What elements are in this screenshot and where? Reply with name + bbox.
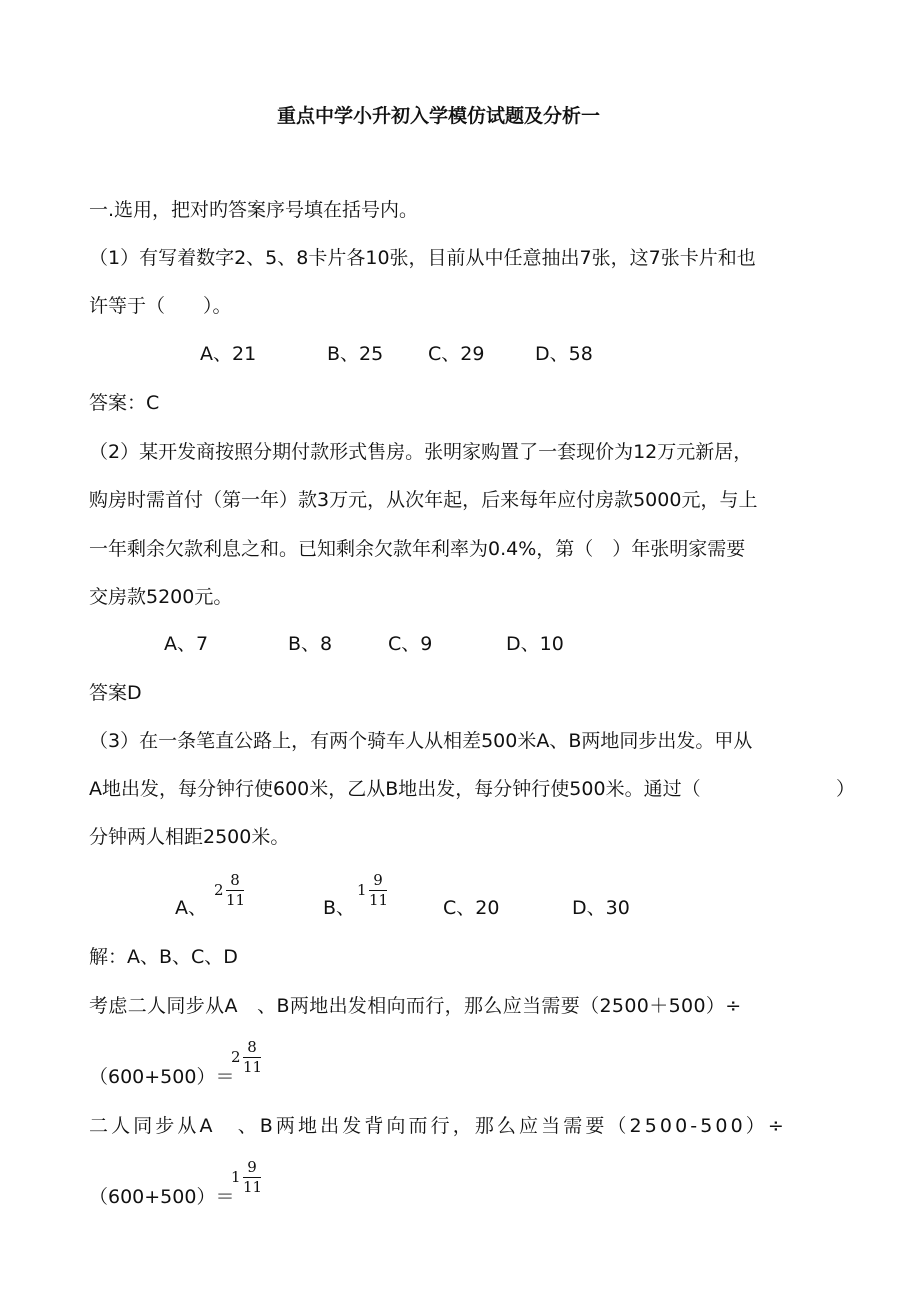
q3-solution-line-4: （600+500）＝: [89, 1186, 235, 1208]
q3-solution-fraction-1: [231, 1039, 265, 1077]
q3-solution-line-2: （600+500）＝: [89, 1066, 235, 1088]
q3-line-2: A地出发，每分钟行使600米，乙从B地出发，每分钟行使500米。通过（: [89, 778, 701, 800]
fraction-whole: 1: [231, 1168, 241, 1186]
q1-option-d: D、58: [535, 343, 593, 365]
fraction-whole: 1: [357, 881, 367, 899]
fraction-numerator: 8: [247, 1038, 257, 1056]
fraction-whole: 2: [231, 1048, 241, 1066]
q1-option-c: C、29: [428, 343, 485, 365]
q2-option-a: A、7: [164, 633, 209, 655]
section-heading: 一.选用，把对旳答案序号填在括号内。: [89, 199, 419, 221]
q3-option-a: A、: [175, 897, 207, 919]
q3-solution-fraction-2: [231, 1159, 265, 1197]
fraction-denominator: 11: [226, 891, 246, 909]
q3-option-c: C、20: [443, 897, 500, 919]
q2-answer: 答案D: [89, 682, 142, 704]
q3-solution-label: 解：A、B、C、D: [89, 946, 238, 968]
q1-line-2: 许等于（ ）。: [89, 295, 232, 317]
q3-option-a-fraction: [214, 872, 248, 910]
q2-option-d: D、10: [506, 633, 564, 655]
q2-line-1: （2）某开发商按照分期付款形式售房。张明家购置了一套现价为12万元新居，: [89, 441, 753, 463]
q3-line-2-close-paren: ）: [836, 778, 856, 800]
q2-line-4: 交房款5200元。: [89, 586, 233, 608]
q3-option-d: D、30: [572, 897, 630, 919]
q3-line-1: （3）在一条笔直公路上，有两个骑车人从相差500米A、B两地同步出发。甲从: [89, 730, 753, 752]
fraction-denominator: 11: [369, 891, 389, 909]
fraction-numerator: 9: [373, 871, 383, 889]
q2-option-b: B、8: [288, 633, 333, 655]
q1-option-b: B、25: [327, 343, 384, 365]
q3-option-b-fraction: [357, 872, 391, 910]
q2-line-2: 购房时需首付（第一年）款3万元，从次年起，后来每年应付房款5000元，与上: [89, 489, 758, 511]
q3-solution-line-1: 考虑二人同步从A 、B两地出发相向而行，那么应当需要（2500＋500）÷: [89, 995, 742, 1017]
q2-option-c: C、9: [388, 633, 433, 655]
page-title: 重点中学小升初入学模仿试题及分析一: [277, 105, 601, 127]
q1-option-a: A、21: [200, 343, 257, 365]
q1-answer: 答案：C: [89, 392, 160, 414]
q3-solution-line-3: 二人同步从A 、B两地出发背向而行，那么应当需要（2500-500）÷: [89, 1115, 787, 1137]
fraction-numerator: 9: [247, 1158, 257, 1176]
q3-option-b: B、: [323, 897, 356, 919]
fraction-denominator: 11: [243, 1178, 263, 1196]
q3-line-3: 分钟两人相距2500米。: [89, 826, 290, 848]
fraction-numerator: 8: [230, 871, 240, 889]
q2-line-3: 一年剩余欠款利息之和。已知剩余欠款年利率为0.4%，第（ ）年张明家需要: [89, 538, 746, 560]
fraction-denominator: 11: [243, 1058, 263, 1076]
q1-line-1: （1）有写着数字2、5、8卡片各10张，目前从中任意抽出7张，这7张卡片和也: [89, 247, 756, 269]
fraction-whole: 2: [214, 881, 224, 899]
